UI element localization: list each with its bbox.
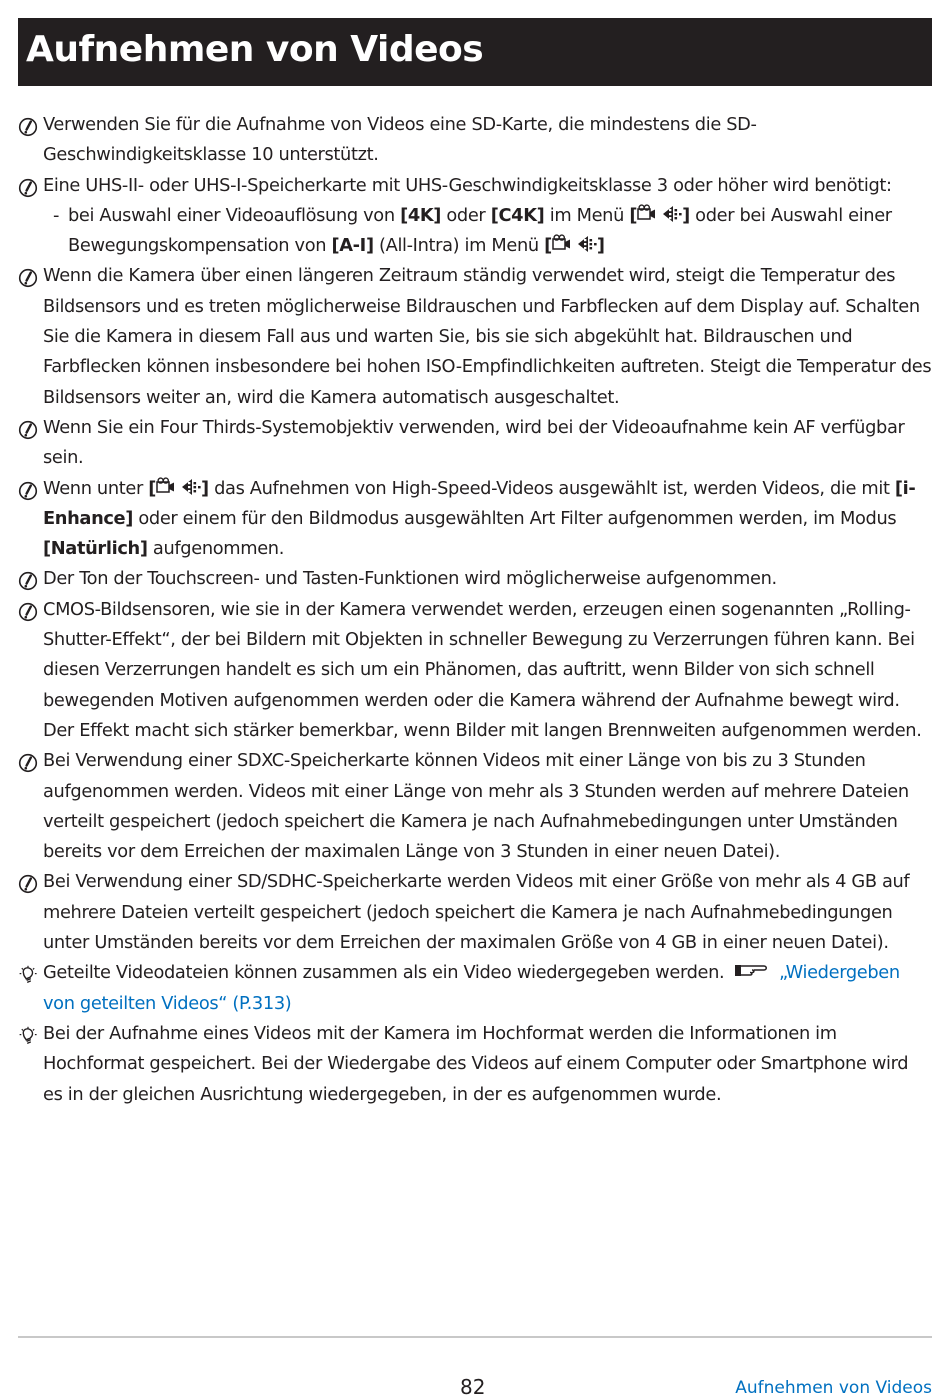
bracket-close: ] (201, 477, 209, 499)
note-text: CMOS-Bildsensoren, wie sie in der Kamera verwendet werden, erzeugen einen sogenannten „Rolling-Shutter-Effekt“, der bei Bildern mit Objekten in schneller Bewegung zu Verzerrungen führen kann. Bei diesen Verzerrungen handelt es sich um ein Phänomen, das auftritt, wenn Bilder von sich schnell bewegenden Motiven aufgenommen werden oder die Kamera während der Aufnahme bewegt wird. Der Effekt macht sich stärker bemerkbar, wenn Bilder mit langen Brennweiten aufgenommen werden. (43, 598, 922, 741)
tip-item (18, 958, 932, 1019)
setting-4k: [4K] (400, 204, 442, 226)
cross-reference-link[interactable]: „Wiedergeben von geteilten Videos“ (P.313) (43, 962, 900, 1014)
note-text: Eine UHS-II- oder UHS-I-Speicherkarte mit UHS-Geschwindigkeitsklasse 3 oder höher wird benötigt: (43, 174, 892, 196)
bracket-open: [ (544, 235, 552, 257)
notes-list (18, 110, 932, 1110)
caution-icon (18, 571, 38, 591)
lightbulb-tip-icon (18, 1026, 38, 1046)
video-menu-icon (552, 234, 597, 254)
note-text: Bei Verwendung einer SD/SDHC-Speicherkarte werden Videos mit einer Größe von mehr als 4 GB auf mehrere Dateien verteilt gespeichert (jedoch speichert die Kamera je nach Aufnahmebedingungen unter Umständen bereits vor dem Erreichen der maximalen Größe von 4 GB in einer neuen Datei). (43, 871, 910, 954)
note-item (18, 171, 932, 201)
list-dash: - (53, 204, 60, 226)
caution-icon (18, 602, 38, 622)
setting-all-intra: [A-I] (331, 235, 374, 257)
page-number: 82 (460, 1375, 486, 1399)
text-fragment: aufgenommen. (147, 538, 285, 560)
note-text: Bei Verwendung einer SDXC-Speicherkarte können Videos mit einer Länge von bis zu 3 Stunden aufgenommen werden. Videos mit einer Länge von mehr als 3 Stunden werden auf mehrere Dateien verteilt gespeichert (jedoch speichert die Kamera je nach Aufnahmebedingungen unter Umständen bereits vor dem Erreichen der maximalen Länge von 3 Stunden in einer neuen Datei). (43, 750, 909, 863)
text-fragment: Wenn unter (43, 477, 149, 499)
text-fragment: im Menü (544, 204, 630, 226)
note-item (18, 867, 932, 958)
note-subitem (18, 201, 932, 262)
setting-natuerlich: [Natürlich] (43, 538, 148, 560)
caution-icon (18, 117, 38, 137)
bracket-open: [ (148, 477, 157, 499)
text-fragment: bei Auswahl einer Videoauflösung von (68, 204, 401, 226)
caution-icon (18, 874, 38, 894)
text-fragment: das Aufnehmen von High-Speed-Videos ausgewählt ist, werden Videos, die mit (208, 477, 895, 499)
video-menu-icon (156, 477, 201, 497)
video-menu-icon (637, 204, 682, 224)
caution-icon (18, 753, 38, 773)
pointing-hand-icon (734, 962, 770, 980)
setting-c4k: [C4K] (490, 204, 545, 226)
caution-icon (18, 268, 38, 288)
text-fragment: oder bei Auswahl einer Bewegungskompensation von (68, 204, 892, 257)
note-item (18, 413, 932, 474)
text-fragment: (All-Intra) im Menü (373, 235, 545, 257)
footer-divider (18, 1336, 932, 1338)
note-text: Verwenden Sie für die Aufnahme von Videos eine SD-Karte, die mindestens die SD-Geschwindigkeitsklasse 10 unterstützt. (43, 114, 757, 166)
tip-text: Geteilte Videodateien können zusammen als ein Video wiedergegeben werden. (43, 962, 725, 984)
note-text: Der Ton der Touchscreen- und Tasten-Funktionen wird möglicherweise aufgenommen. (43, 568, 777, 590)
note-item (18, 261, 932, 412)
note-item (18, 110, 932, 171)
footer-section-link[interactable]: Aufnehmen von Videos (735, 1378, 932, 1398)
note-item (18, 746, 932, 867)
note-item (18, 564, 932, 594)
note-text: Wenn die Kamera über einen längeren Zeitraum ständig verwendet wird, steigt die Temperatur des Bildsensors und es treten möglicherweise Bildrauschen und Farbflecken auf dem Display auf. Schalten Sie die Kamera in diesem Fall aus und warten Sie, bis sie sich abgekühlt hat. Bildrauschen und Farbflecken können insbesondere bei hohen ISO-Empfindlichkeiten auftreten. Steigt die Temperatur des Bildsensors weiter an, wird die Kamera automatisch ausgeschaltet. (43, 265, 932, 408)
tip-text: Bei der Aufnahme eines Videos mit der Kamera im Hochformat werden die Informationen im Hochformat gespeichert. Bei der Wiedergabe des Videos auf einem Computer oder Smartphone wird es in der gleichen Ausrichtung wiedergegeben, in der es aufgenommen wurde. (43, 1022, 909, 1105)
bracket-open: [ (629, 204, 638, 226)
note-item (18, 595, 932, 746)
setting-i-enhance: [i-Enhance] (43, 477, 916, 529)
bracket-close: ] (596, 235, 605, 257)
page-title: Aufnehmen von Videos (18, 18, 932, 86)
caution-icon (18, 178, 38, 198)
note-text: Wenn Sie ein Four Thirds-Systemobjektiv verwenden, wird bei der Videoaufnahme kein AF verfügbar sein. (43, 416, 905, 469)
tip-item (18, 1019, 932, 1110)
caution-icon (18, 481, 38, 501)
text-fragment: oder (441, 204, 491, 226)
text-fragment: oder einem für den Bildmodus ausgewählten Art Filter aufgenommen werden, im Modus (133, 507, 897, 529)
bracket-close: ] (682, 204, 690, 226)
caution-icon (18, 420, 38, 440)
lightbulb-tip-icon (18, 965, 38, 985)
note-item (18, 474, 932, 565)
